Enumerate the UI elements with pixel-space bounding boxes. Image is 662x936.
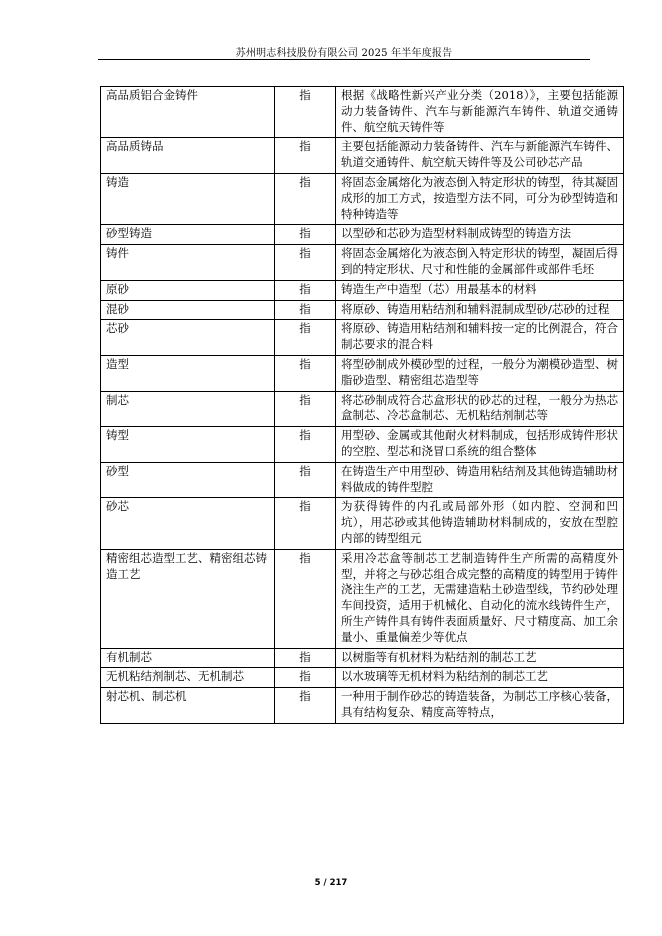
table-row — [101, 320, 624, 356]
refer-cell: 指 — [275, 320, 336, 356]
term-cell: 高品质铸品 — [101, 138, 275, 174]
definition-cell: 将型砂制成外模砂型的过程，一般分为潮模砂造型、树脂砂造型、精密组芯造型等 — [336, 355, 624, 391]
page-number: 5 / 217 — [314, 878, 348, 888]
term-cell: 有机制芯 — [101, 648, 275, 668]
refer-cell: 指 — [275, 668, 336, 688]
glossary-body — [101, 87, 624, 724]
definition-cell: 以型砂和芯砂为造型材料制成铸型的铸造方法 — [336, 225, 624, 245]
refer-cell: 指 — [275, 355, 336, 391]
refer-cell: 指 — [275, 173, 336, 224]
glossary-table — [100, 86, 624, 724]
table-row — [101, 549, 624, 648]
table-row — [101, 391, 624, 427]
refer-cell: 指 — [275, 427, 336, 463]
term-cell: 无机粘结剂制芯、无机制芯 — [101, 668, 275, 688]
definition-cell: 将芯砂制成符合芯盒形状的砂芯的过程，一般分为热芯盒制芯、冷芯盒制芯、无机粘结剂制芯等 — [336, 391, 624, 427]
table-row — [101, 280, 624, 300]
term-cell: 砂型铸造 — [101, 225, 275, 245]
refer-cell: 指 — [275, 549, 336, 648]
definition-cell: 将固态金属熔化为液态倒入特定形状的铸型，待其凝固成形的加工方式，按造型方法不同，可分为砂型铸造和特种铸造等 — [336, 173, 624, 224]
term-cell: 芯砂 — [101, 320, 275, 356]
term-cell: 原砂 — [101, 280, 275, 300]
term-cell: 射芯机、制芯机 — [101, 688, 275, 724]
definition-cell: 用型砂、金属或其他耐火材料制成，包括形成铸件形状的空腔、型芯和浇冒口系统的组合整体 — [336, 427, 624, 463]
definition-cell: 铸造生产中造型（芯）用最基本的材料 — [336, 280, 624, 300]
definition-cell: 主要包括能源动力装备铸件、汽车与新能源汽车铸件、轨道交通铸件、航空航天铸件等及公司砂芯产品 — [336, 138, 624, 174]
table-row — [101, 138, 624, 174]
definition-cell: 一种用于制作砂芯的铸造装备，为制芯工序核心装备，具有结构复杂、精度高等特点， — [336, 688, 624, 724]
term-cell: 制芯 — [101, 391, 275, 427]
definition-cell: 将原砂、铸造用粘结剂和辅料按一定的比例混合，符合制芯要求的混合料 — [336, 320, 624, 356]
table-row — [101, 462, 624, 498]
refer-cell: 指 — [275, 462, 336, 498]
report-header: 苏州明志科技股份有限公司 2025 年半年度报告 — [235, 48, 453, 59]
definition-cell: 以水玻璃等无机材料为粘结剂的制芯工艺 — [336, 668, 624, 688]
refer-cell: 指 — [275, 245, 336, 281]
table-row — [101, 245, 624, 281]
term-cell: 精密组芯造型工艺、精密组芯铸造工艺 — [101, 549, 275, 648]
definition-cell: 采用冷芯盒等制芯工艺制造铸件生产所需的高精度外型，并将之与砂芯组合成完整的高精度的铸型用于铸件浇注生产的工艺，无需建造粘土砂造型线，节约砂处理车间投资，适用于机械化、自动化的流水线铸件生产，所生产铸件具有铸件表面质量好、尺寸精度高、加工余量小、重量偏差少等优点 — [336, 549, 624, 648]
definition-cell: 根据《战略性新兴产业分类（2018）》，主要包括能源动力装备铸件、汽车与新能源汽车铸件、轨道交通铸件、航空航天铸件等 — [336, 87, 624, 138]
refer-cell: 指 — [275, 87, 336, 138]
definition-cell: 以树脂等有机材料为粘结剂的制芯工艺 — [336, 648, 624, 668]
term-cell: 混砂 — [101, 300, 275, 320]
term-cell: 砂型 — [101, 462, 275, 498]
table-row — [101, 648, 624, 668]
term-cell: 砂芯 — [101, 498, 275, 549]
refer-cell: 指 — [275, 391, 336, 427]
refer-cell: 指 — [275, 688, 336, 724]
definition-cell: 将原砂、铸造用粘结剂和辅料混制成型砂/芯砂的过程 — [336, 300, 624, 320]
refer-cell: 指 — [275, 648, 336, 668]
header-rule — [98, 59, 590, 60]
table-row — [101, 498, 624, 549]
term-cell: 铸型 — [101, 427, 275, 463]
term-cell: 高品质铝合金铸件 — [101, 87, 275, 138]
refer-cell: 指 — [275, 498, 336, 549]
term-cell: 铸造 — [101, 173, 275, 224]
table-row — [101, 173, 624, 224]
term-cell: 铸件 — [101, 245, 275, 281]
refer-cell: 指 — [275, 225, 336, 245]
definition-cell: 在铸造生产中用型砂、铸造用粘结剂及其他铸造辅助材料做成的铸件型腔 — [336, 462, 624, 498]
table-row — [101, 668, 624, 688]
refer-cell: 指 — [275, 300, 336, 320]
table-row — [101, 300, 624, 320]
refer-cell: 指 — [275, 138, 336, 174]
table-row — [101, 427, 624, 463]
table-row — [101, 87, 624, 138]
definition-cell: 为获得铸件的内孔或局部外形（如内腔、空洞和凹坑），用芯砂或其他铸造辅助材料制成的，安放在型腔内部的铸型组元 — [336, 498, 624, 549]
term-cell: 造型 — [101, 355, 275, 391]
refer-cell: 指 — [275, 280, 336, 300]
table-row — [101, 355, 624, 391]
table-row — [101, 688, 624, 724]
table-row — [101, 225, 624, 245]
definition-cell: 将固态金属熔化为液态倒入特定形状的铸型，凝固后得到的特定形状、尺寸和性能的金属部件或部件毛坯 — [336, 245, 624, 281]
